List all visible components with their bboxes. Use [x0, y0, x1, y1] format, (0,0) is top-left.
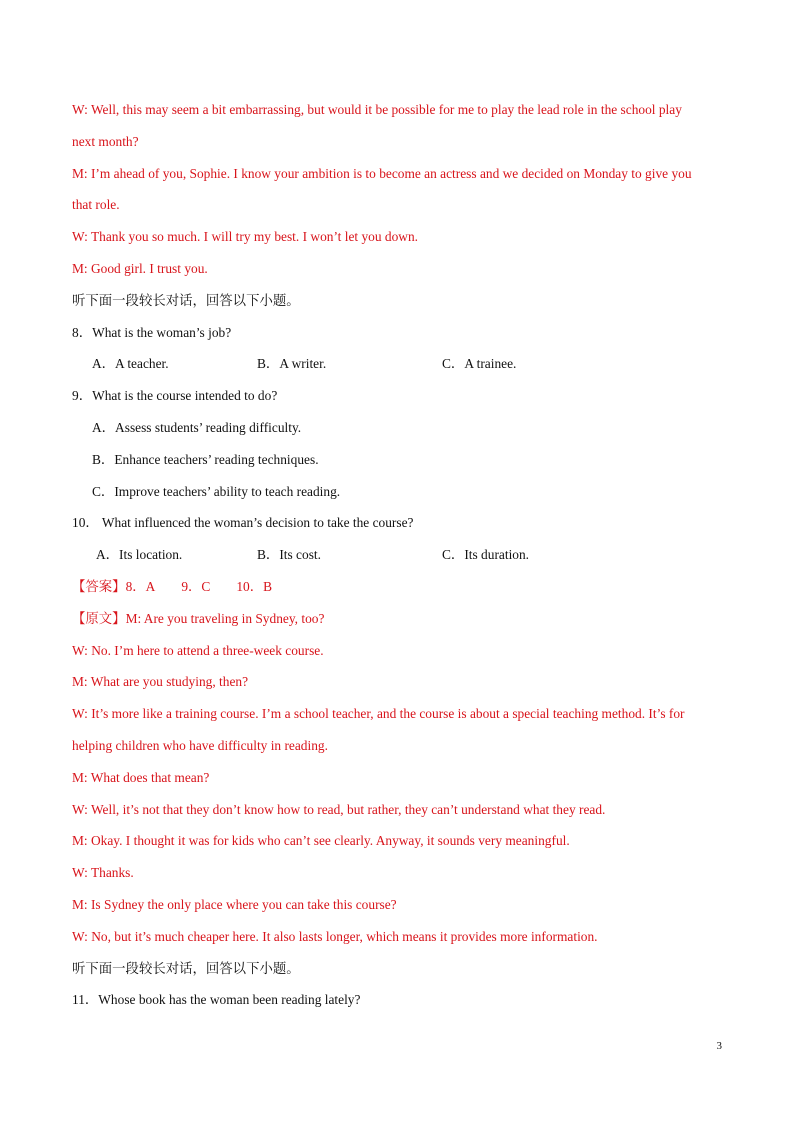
transcript-label: 【原文】 [72, 610, 126, 626]
transcript-line: M: I’m ahead of you, Sophie. I know your ambition is to become an actress and we decided on Monday to give you [72, 165, 692, 181]
question-8: 8．What is the woman’s job? [72, 324, 232, 340]
transcript-line: M: What are you studying, then? [72, 674, 249, 690]
transcript-line: M: Good girl. I trust you. [72, 260, 208, 276]
transcript-text: M: Are you traveling in Sydney, too? [125, 610, 325, 626]
question-8-options [72, 348, 732, 380]
transcript-line: that role. [72, 197, 120, 213]
page-number: 3 [716, 1040, 722, 1052]
option-a: A．A teacher. [92, 356, 169, 372]
option-c: C．Improve teachers’ ability to teach reading. [92, 483, 341, 499]
transcript-line: M: Okay. I thought it was for kids who can’t see clearly. Anyway, it sounds very meaningful. [72, 833, 570, 849]
transcript-line: W: Well, this may seem a bit embarrassing, but would it be possible for me to play the lead role in the school play [72, 102, 682, 117]
transcript-line: W: Thanks. [72, 865, 134, 881]
question-11: 11．Whose book has the woman been reading lately? [72, 992, 361, 1008]
option-a: A．Assess students’ reading difficulty. [92, 419, 302, 435]
page-content [72, 94, 732, 1016]
answer-9: 9．C [181, 578, 211, 594]
transcript-line [72, 603, 732, 635]
transcript-line: next month? [72, 133, 139, 149]
transcript-line: W: It’s more like a training course. I’m a school teacher, and the course is about a special teaching method. It’s for [72, 706, 685, 722]
transcript-line: W: Thank you so much. I will try my best. I won’t let you down. [72, 229, 419, 245]
question-10-options [72, 539, 732, 571]
option-a: A．Its location. [96, 547, 183, 563]
transcript-line: W: No, but it’s much cheaper here. It also lasts longer, which means it provides more information. [72, 928, 598, 944]
answer-line [72, 571, 732, 603]
transcript-line: W: Well, it’s not that they don’t know how to read, but rather, they can’t understand what they read. [72, 801, 606, 817]
transcript-line: M: Is Sydney the only place where you can take this course? [72, 896, 397, 912]
transcript-line: helping children who have difficulty in reading. [72, 737, 328, 753]
option-b: B．Its cost. [257, 547, 321, 563]
option-c: C．Its duration. [442, 547, 530, 563]
option-c: C．A trainee. [442, 356, 517, 372]
option-b: B．A writer. [257, 356, 327, 372]
answer-10: 10．B [236, 578, 273, 594]
section-instruction: 听下面一段较长对话，回答以下小题。 [72, 960, 300, 976]
question-9: 9．What is the course intended to do? [72, 388, 278, 404]
option-b: B．Enhance teachers’ reading techniques. [92, 451, 319, 467]
transcript-line: W: No. I’m here to attend a three-week course. [72, 642, 324, 658]
answer-label: 【答案】 [72, 578, 126, 594]
answer-8: 8．A [125, 578, 156, 594]
section-instruction: 听下面一段较长对话，回答以下小题。 [72, 292, 300, 308]
question-10: 10． What influenced the woman’s decision to take the course? [72, 515, 414, 531]
transcript-line: M: What does that mean? [72, 769, 210, 785]
